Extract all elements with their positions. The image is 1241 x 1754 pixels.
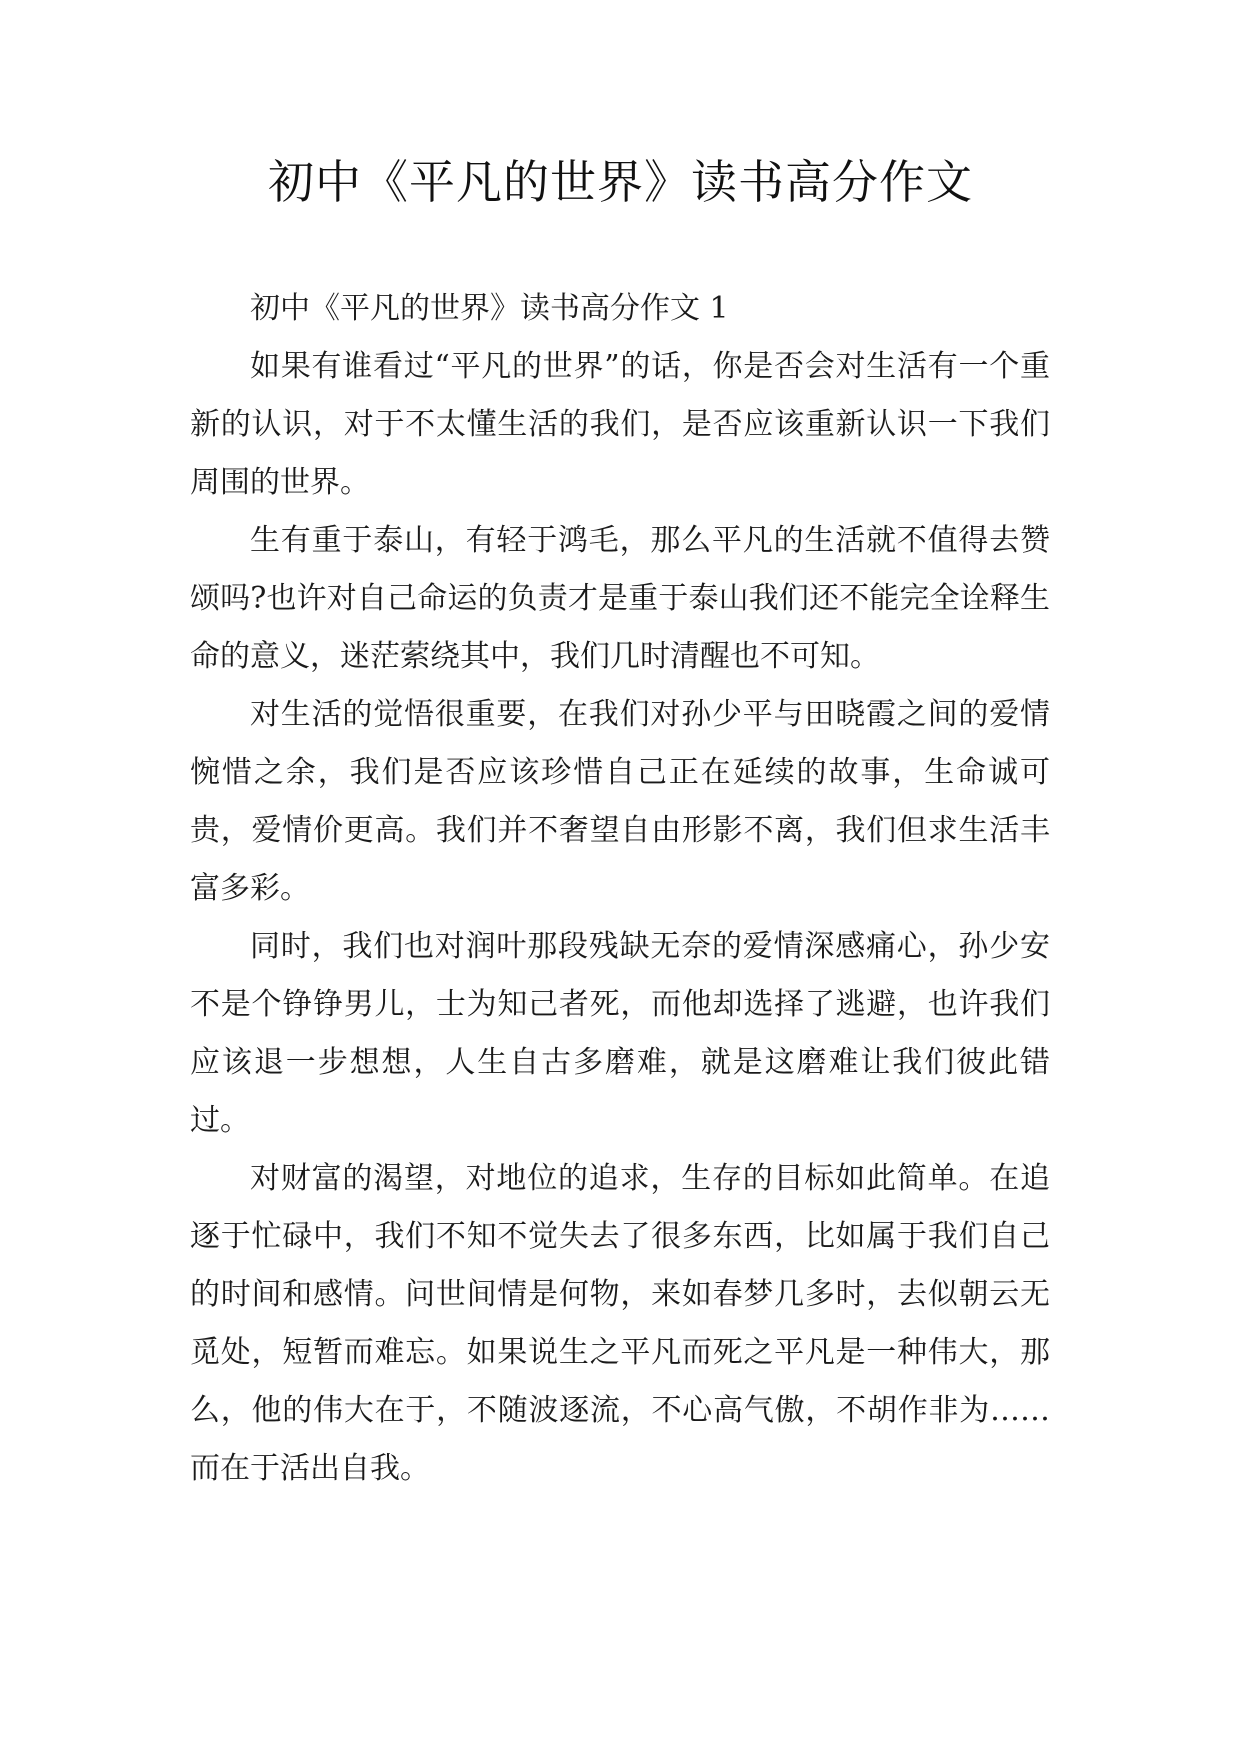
paragraph-4: 同时，我们也对润叶那段残缺无奈的爱情深感痛心，孙少安不是个铮铮男儿，士为知己者死，而他却选择了逃避，也许我们应该退一步想想，人生自古多磨难，就是这磨难让我们彼此错过。: [190, 929, 1050, 1138]
essay-subheading: 初中《平凡的世界》读书高分作文 1: [250, 291, 729, 326]
paragraph-3: 对生活的觉悟很重要，在我们对孙少平与田晓霞之间的爱情惋惜之余，我们是否应该珍惜自己正在延续的故事，生命诚可贵，爱情价更高。我们并不奢望自由形影不离，我们但求生活丰富多彩。: [190, 697, 1050, 906]
paragraph-2: 生有重于泰山，有轻于鸿毛，那么平凡的生活就不值得去赞颂吗?也许对自己命运的负责才是重于泰山我们还不能完全诠释生命的意义，迷茫萦绕其中，我们几时清醒也不可知。: [190, 523, 1050, 674]
paragraph-1: 如果有谁看过“平凡的世界”的话，你是否会对生活有一个重新的认识，对于不太懂生活的我们，是否应该重新认识一下我们周围的世界。: [190, 349, 1050, 500]
document-body: [190, 280, 1050, 1498]
paragraph-5: 对财富的渴望，对地位的追求，生存的目标如此简单。在追逐于忙碌中，我们不知不觉失去了很多东西，比如属于我们自己的时间和感情。问世间情是何物，来如春梦几多时，去似朝云无觅处，短暂而难忘。如果说生之平凡而死之平凡是一种伟大，那么，他的伟大在于，不随波逐流，不心高气傲，不胡作非为……而在于活出自我。: [190, 1161, 1050, 1486]
document-title: 初中《平凡的世界》读书高分作文: [268, 155, 973, 209]
